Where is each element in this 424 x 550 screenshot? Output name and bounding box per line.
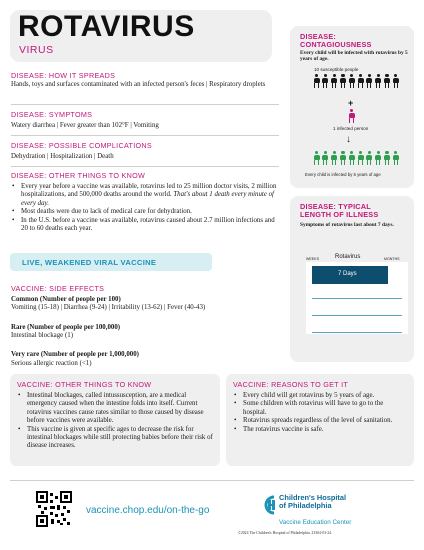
- illness-heading: DISEASE: TYPICAL LENGTH OF ILLNESS: [300, 202, 379, 220]
- page-subtitle: VIRUS: [19, 44, 54, 56]
- person-icon: [375, 151, 382, 165]
- list-item: • Some children with rotavirus will have to go to the hospital.: [230, 400, 408, 417]
- contagiousness-text: Every child will be infected with rotavirus by 5 years of age.: [300, 50, 408, 63]
- person-icon: [357, 74, 364, 88]
- arrow-down-icon: ↓: [346, 134, 351, 145]
- vec-label: Vaccine Education Center: [279, 519, 352, 526]
- list-item: • Most deaths were due to lack of medical care for dehydration.: [8, 208, 280, 216]
- very-rare-text: Serious allergic reaction (<1): [11, 360, 92, 367]
- illness-text: Symptoms of rotavirus last about 7 days.: [300, 222, 394, 228]
- calendar-week-line: [312, 298, 402, 299]
- footer-divider: [10, 480, 414, 481]
- complications-text: Dehydration | Hospitalization | Death: [11, 153, 114, 160]
- very-rare-label: Very rare (Number of people per 1,000,000): [11, 351, 139, 358]
- rare-label: Rare (Number of people per 100,000): [11, 324, 121, 331]
- rare-text: Intestinal blockage (1): [11, 332, 73, 339]
- reasons-heading: VACCINE: REASONS TO GET IT: [233, 380, 349, 389]
- list-item: • Every year before a vaccine was available, rotavirus led to 25 million doctor visits, 2 million hospitalizations, and 500,000 deaths around the world. That's about 1 death every minute of every day.: [8, 183, 280, 208]
- person-icon: [375, 74, 382, 88]
- person-icon: [366, 151, 373, 165]
- common-label: Common (Number of people per 100): [11, 296, 121, 303]
- calendar-week-line: [312, 332, 402, 333]
- chop-org-name: Children's Hospital of Philadelphia: [279, 493, 347, 510]
- list-item: • Intestinal blockages, called intussusception, are a medical emergency caused when the intestine folds into itself. Current rotavirus vaccines cause rates similar to those caused by disease before vaccines were available.: [14, 392, 214, 426]
- reasons-list: [230, 392, 408, 434]
- infected-label: 1 infected person: [333, 126, 369, 131]
- list-item: • Every child will get rotavirus by 5 years of age.: [230, 392, 408, 400]
- duration-label: 7 Days: [338, 271, 357, 277]
- person-icon: [383, 151, 390, 165]
- plus-icon: +: [348, 98, 354, 108]
- person-icon: [322, 151, 329, 165]
- vaccine-other-list: [14, 392, 214, 451]
- list-item: • The rotavirus vaccine is safe.: [230, 426, 408, 434]
- qr-code-icon[interactable]: [36, 491, 72, 527]
- vaccine-other-heading: VACCINE: OTHER THINGS TO KNOW: [17, 380, 152, 389]
- person-icon: [357, 151, 364, 165]
- page-title: ROTAVIRUS: [18, 10, 195, 43]
- person-icon: [339, 74, 346, 88]
- vaccine-type-label: LIVE, WEAKENED VIRAL VACCINE: [22, 258, 157, 267]
- symptoms-heading: DISEASE: SYMPTOMS: [11, 110, 93, 119]
- person-icon: [392, 74, 399, 88]
- website-link[interactable]: vaccine.chop.edu/on-the-go: [86, 505, 210, 516]
- months-label: MONTHS: [384, 257, 400, 261]
- spread-text: Hands, toys and surfaces contaminated with an infected person's feces | Respiratory droplets: [11, 81, 266, 88]
- calendar-week-line: [312, 315, 402, 316]
- divider: [11, 104, 279, 105]
- chop-logo-icon: [262, 494, 277, 516]
- person-icon: [392, 151, 399, 165]
- person-icon: [313, 74, 320, 88]
- person-icon: [322, 74, 329, 88]
- person-icon: [348, 109, 355, 123]
- side-effects-heading: VACCINE: SIDE EFFECTS: [11, 284, 105, 293]
- disease-other-heading: DISEASE: OTHER THINGS TO KNOW: [11, 171, 146, 180]
- list-item: • This vaccine is given at specific ages to decrease the risk for intestinal blockages while still protecting babies before their risk of disease increases.: [14, 426, 214, 451]
- list-item: • Rotavirus spreads regardless of the level of sanitation.: [230, 417, 408, 425]
- person-icon: [348, 151, 355, 165]
- person-icon: [383, 74, 390, 88]
- person-icon: [313, 151, 320, 165]
- illness-calendar: [306, 262, 408, 334]
- list-item: • In the U.S. before a vaccine was available, rotavirus caused about 2.7 million infections and 20 to 60 deaths each year.: [8, 217, 280, 234]
- person-icon: [339, 151, 346, 165]
- complications-heading: DISEASE: POSSIBLE COMPLICATIONS: [11, 141, 152, 150]
- person-icon: [331, 74, 338, 88]
- calendar-title: Rotavirus: [335, 254, 361, 260]
- person-icon: [331, 151, 338, 165]
- person-icon: [366, 74, 373, 88]
- illness-duration-bar: [312, 266, 388, 284]
- symptoms-text: Watery diarrhea | Fever greater than 102°F | Vomiting: [11, 122, 159, 129]
- susceptible-label: 10 susceptible people: [314, 67, 359, 72]
- common-text: Vomiting (15-18) | Diarrhea (9-24) | Irritability (13-62) | Fever (40-43): [11, 304, 206, 311]
- contagiousness-caption: Every child is infected by 5 years of age: [305, 172, 381, 177]
- vaccine-type-banner: [10, 253, 212, 271]
- divider: [11, 135, 279, 136]
- disease-other-list: [8, 183, 280, 233]
- person-icon: [348, 74, 355, 88]
- divider: [11, 166, 279, 167]
- spread-heading: DISEASE: HOW IT SPREADS: [11, 71, 116, 80]
- weeks-label: WEEKS: [306, 257, 319, 261]
- contagiousness-heading: DISEASE: CONTAGIOUSNESS: [300, 32, 372, 50]
- copyright: ©2024 The Children's Hospital of Philadelphia. 23304-03-24.: [238, 531, 332, 535]
